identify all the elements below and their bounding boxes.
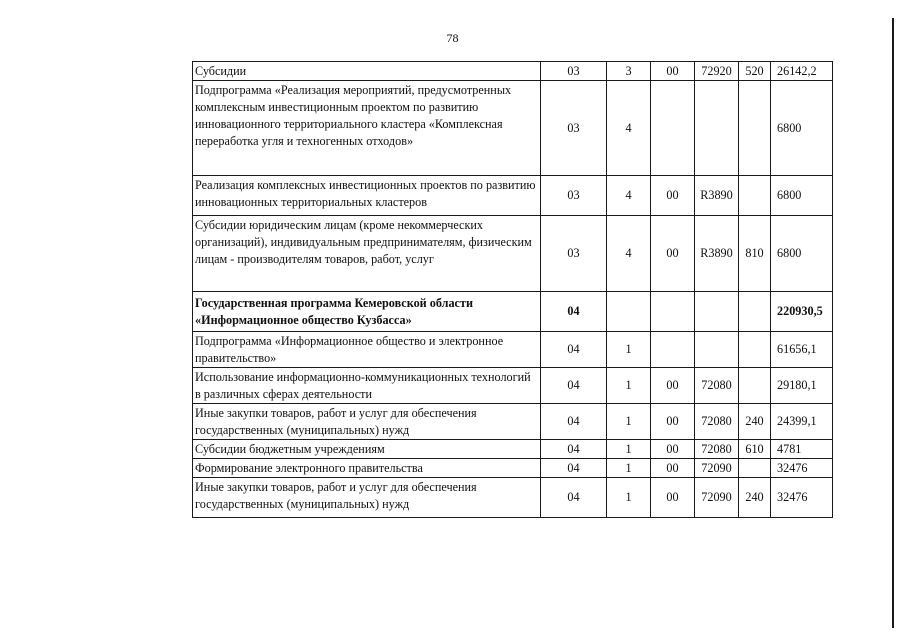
section-code-cell: 04 [541,478,607,518]
row-name-cell: Субсидии юридическим лицам (кроме некоммерческих организаций), индивидуальным предпринимателям, физическим лицам - производителям товаров, работ, услуг [193,216,541,292]
expense-type-cell [739,176,771,216]
scan-edge-line [892,18,894,628]
row-name-cell: Государственная программа Кемеровской области «Информационное общество Кузбасса» [193,292,541,332]
section-code-cell: 03 [541,81,607,176]
direction-code-cell: R3890 [695,216,739,292]
section-code-cell: 03 [541,176,607,216]
section-code-cell: 04 [541,292,607,332]
expense-type-cell [739,81,771,176]
subsection-code-cell: 1 [607,404,651,440]
amount-cell: 24399,1 [771,404,833,440]
table-row [193,216,833,292]
subsection-code-cell: 3 [607,62,651,81]
subsection-code-cell: 1 [607,332,651,368]
section-code-cell: 04 [541,404,607,440]
expense-type-cell: 240 [739,478,771,518]
direction-code-cell: 72090 [695,478,739,518]
subsection-code-cell: 1 [607,440,651,459]
direction-code-cell: 72920 [695,62,739,81]
program-code-cell: 00 [651,62,695,81]
amount-cell: 32476 [771,478,833,518]
subsection-code-cell: 4 [607,216,651,292]
table-row [193,404,833,440]
expense-type-cell: 240 [739,404,771,440]
row-name-cell: Субсидии [193,62,541,81]
amount-cell: 6800 [771,81,833,176]
row-name-cell: Субсидии бюджетным учреждениям [193,440,541,459]
amount-cell: 6800 [771,176,833,216]
section-code-cell: 03 [541,216,607,292]
table-row [193,81,833,176]
table-body [193,62,833,518]
row-name-cell: Иные закупки товаров, работ и услуг для обеспечения государственных (муниципальных) нужд [193,404,541,440]
subsection-code-cell: 4 [607,176,651,216]
program-code-cell: 00 [651,478,695,518]
row-name-cell: Использование информационно-коммуникационных технологий в различных сферах деятельности [193,368,541,404]
program-code-cell: 00 [651,176,695,216]
expense-type-cell [739,332,771,368]
subsection-code-cell: 1 [607,368,651,404]
amount-cell: 29180,1 [771,368,833,404]
subsection-code-cell: 1 [607,478,651,518]
amount-cell: 26142,2 [771,62,833,81]
amount-cell: 6800 [771,216,833,292]
table-row-program-header [193,292,833,332]
direction-code-cell: 72080 [695,404,739,440]
table-row [193,176,833,216]
section-code-cell: 04 [541,459,607,478]
expense-type-cell [739,368,771,404]
section-code-cell: 04 [541,368,607,404]
expense-type-cell [739,459,771,478]
row-name-cell: Формирование электронного правительства [193,459,541,478]
section-code-cell: 03 [541,62,607,81]
direction-code-cell: 72080 [695,368,739,404]
amount-cell: 4781 [771,440,833,459]
expense-type-cell: 810 [739,216,771,292]
direction-code-cell [695,332,739,368]
subsection-code-cell: 4 [607,81,651,176]
row-name-cell: Подпрограмма «Информационное общество и электронное правительство» [193,332,541,368]
table-row [193,62,833,81]
amount-cell: 220930,5 [771,292,833,332]
table-row [193,368,833,404]
subsection-code-cell: 1 [607,459,651,478]
budget-table [192,61,833,518]
row-name-cell: Реализация комплексных инвестиционных проектов по развитию инновационных территориальных кластеров [193,176,541,216]
table-row [193,332,833,368]
subsection-code-cell [607,292,651,332]
row-name-cell: Иные закупки товаров, работ и услуг для обеспечения государственных (муниципальных) нужд [193,478,541,518]
direction-code-cell: R3890 [695,176,739,216]
section-code-cell: 04 [541,440,607,459]
amount-cell: 32476 [771,459,833,478]
section-code-cell: 04 [541,332,607,368]
table-row [193,478,833,518]
program-code-cell [651,292,695,332]
page-number: 78 [446,31,459,45]
program-code-cell: 00 [651,404,695,440]
direction-code-cell [695,292,739,332]
direction-code-cell: 72090 [695,459,739,478]
program-code-cell: 00 [651,368,695,404]
expense-type-cell: 520 [739,62,771,81]
expense-type-cell [739,292,771,332]
row-name-cell: Подпрограмма «Реализация мероприятий, предусмотренных комплексным инвестиционным проектом по развитию инновационного территориального кластера «Комплексная переработка угля и техногенных отходов» [193,81,541,176]
expense-type-cell: 610 [739,440,771,459]
table-row [193,459,833,478]
direction-code-cell [695,81,739,176]
program-code-cell: 00 [651,216,695,292]
program-code-cell: 00 [651,459,695,478]
direction-code-cell: 72080 [695,440,739,459]
program-code-cell [651,332,695,368]
program-code-cell [651,81,695,176]
amount-cell: 61656,1 [771,332,833,368]
table-row [193,440,833,459]
program-code-cell: 00 [651,440,695,459]
